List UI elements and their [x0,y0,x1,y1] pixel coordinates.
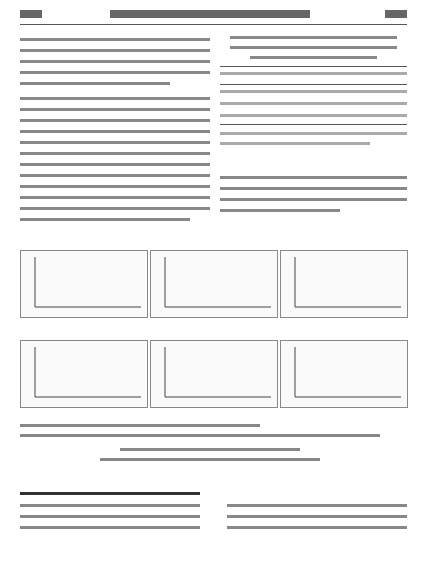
table-area [220,32,407,160]
chart-panel-c [280,250,408,318]
section-2-2 [20,488,407,568]
left-column-text [20,32,210,237]
chart-panel-d [20,340,148,408]
chart-panel-b [150,250,278,318]
chart-panel-f [280,340,408,408]
chart-panel-a [20,250,148,318]
figure-notes [20,420,407,480]
chart-panel-e [150,340,278,408]
right-column-text [220,170,407,240]
